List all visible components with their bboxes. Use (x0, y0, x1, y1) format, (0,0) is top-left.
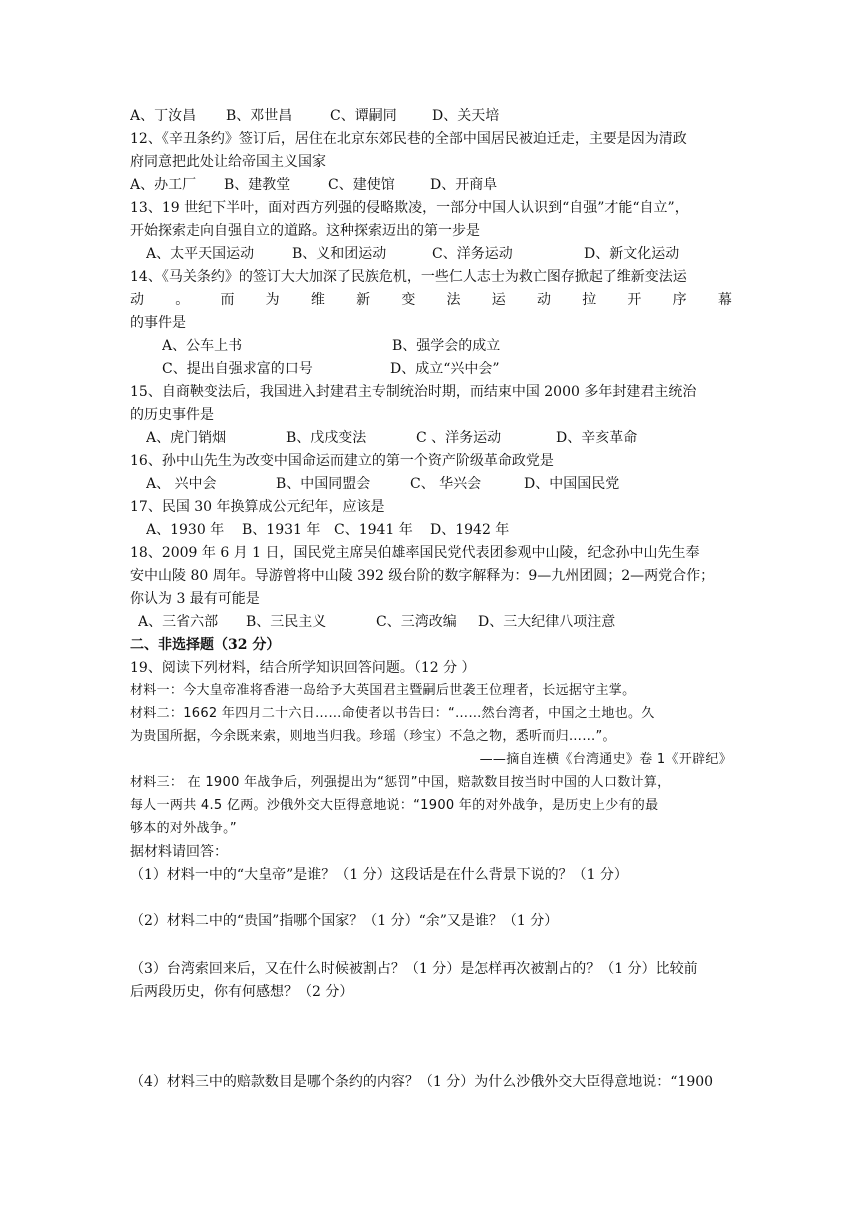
q12-stem-line2: 府同意把此处让给帝国主义国家 (130, 154, 326, 170)
q17-option-c: C、1941 年 (334, 522, 413, 538)
q13-stem-line2: 开始探索走向自强自立的道路。这种探索迈出的第一步是 (130, 223, 480, 239)
q14-option-d: D、成立“兴中会” (390, 361, 500, 377)
q14-char: 。 (175, 292, 190, 308)
q16-option-b: B、中国同盟会 (276, 476, 371, 492)
q13-option-c: C、洋务运动 (432, 246, 513, 262)
q19-stem: 19、阅读下列材料，结合所学知识回答问题。（12 分 ） (130, 660, 476, 676)
q15-stem-line1: 15、自商鞅变法后，我国进入封建君主专制统治时期，而结束中国 2000 多年封建君主统治 (130, 384, 697, 400)
q11-option-a: A、丁汝昌 (130, 108, 197, 124)
q17-stem: 17、民国 30 年换算成公元纪年，应该是 (130, 499, 385, 515)
q16-stem: 16、孙中山先生为改变中国命运而建立的第一个资产阶级革命政党是 (130, 453, 554, 469)
q12-options (130, 174, 732, 196)
q14-char: 运 (491, 292, 506, 308)
q15-stem-line2: 的历史事件是 (130, 407, 214, 423)
q15-option-c: C 、洋务运动 (416, 430, 502, 446)
q19-prompt: 据材料请回答： (130, 844, 228, 860)
q17-option-a: A、1930 年 (146, 522, 225, 538)
q14-char: 维 (310, 292, 325, 308)
q13-option-d: D、新文化运动 (584, 246, 680, 262)
q14-char: 为 (265, 292, 280, 308)
q14-char: 变 (401, 292, 416, 308)
q18-option-a: A、三省六部 (138, 614, 219, 630)
q14-option-b: B、强学会的成立 (392, 338, 501, 354)
q19-sub3-line1: （3）台湾索回来后，又在什么时候被割占？（1 分）是怎样再次被割占的？（1 分）比较前 (130, 961, 698, 977)
q18-option-d: D、三大纪律八项注意 (478, 614, 616, 630)
q11-option-d: D、关天培 (432, 108, 500, 124)
q11-option-c: C、谭嗣同 (330, 108, 397, 124)
section-title: 二、非选择题（32 分） (130, 637, 281, 653)
q15-option-a: A、虎门销烟 (146, 430, 227, 446)
q12-option-d: D、开商阜 (430, 177, 498, 193)
material-2-source: ——摘自连横《台湾通史》卷 1《开辟纪》 (479, 752, 732, 767)
q18-stem-line1: 18、2009 年 6 月 1 日，国民党主席吴伯雄率国民党代表团参观中山陵，纪念孙中山先生奉 (130, 545, 700, 561)
q18-option-b: B、三民主义 (246, 614, 327, 630)
q19-sub2: （2）材料二中的“贵国”指哪个国家？（1 分）“余”又是谁？（1 分） (130, 913, 559, 929)
q19-sub4-line1: （4）材料三中的赔款数目是哪个条约的内容？（1 分）为什么沙俄外交大臣得意地说：“1900 (130, 1074, 714, 1090)
q11-option-b: B、邓世昌 (226, 108, 293, 124)
material-2-line2: 为贵国所据，今余既来索，则地当归我。珍瑶（珍宝）不急之物，悉听而归……”。 (130, 729, 616, 744)
q15-option-b: B、戊戌变法 (286, 430, 367, 446)
q18-stem-line2: 安中山陵 80 周年。导游曾将中山陵 392 级台阶的数字解释为：9—九州团圆；2—两党合作； (130, 568, 715, 584)
q16-options (146, 473, 748, 495)
q17-options (146, 519, 748, 541)
q14-stem-line3: 的事件是 (130, 315, 186, 331)
q19-sub3-line2: 后两段历史，你有何感想？（2 分） (130, 984, 354, 1000)
q14-stem-line1: 14、《马关条约》的签订大大加深了民族危机，一些仁人志士为救亡图存掀起了维新变法运 (130, 269, 687, 285)
q13-options (146, 243, 748, 265)
q14-char: 开 (627, 292, 642, 308)
q14-option-c: C、提出自强求富的口号 (162, 361, 313, 377)
q14-options-row1 (162, 335, 764, 357)
q16-option-d: D、中国国民党 (524, 476, 620, 492)
q14-char: 新 (356, 292, 371, 308)
q18-stem-line3: 你认为 3 最有可能是 (130, 591, 260, 607)
material-3-line2: 每人一两共 4.5 亿两。沙俄外交大臣得意地说：“1900 年的对外战争，是历史上少有的最 (130, 798, 659, 813)
q13-stem-line1: 13、19 世纪下半叶，面对西方列强的侵略欺凌，一部分中国人认识到“自强”才能“自立”， (130, 200, 689, 216)
q15-options (146, 427, 748, 449)
material-3-line3: 够本的对外战争。” (130, 821, 237, 836)
q17-option-b: B、1931 年 (242, 522, 321, 538)
material-2-line1: 材料二：1662 年四月二十六日……命使者以书告曰：“……然台湾者，中国之土地也。久 (130, 706, 655, 721)
q17-option-d: D、1942 年 (430, 522, 510, 538)
q15-option-d: D、辛亥革命 (556, 430, 638, 446)
material-3-line1: 材料三： 在 1900 年战争后，列强提出为“惩罚”中国，赔款数目按当时中国的人口数计算， (130, 775, 671, 790)
q14-char: 动 (130, 292, 144, 308)
q14-char: 幕 (717, 292, 732, 308)
q19-sub1: （1）材料一中的“大皇帝”是谁？（1 分）这段话是在什么背景下说的？（1 分） (130, 867, 628, 883)
material-1: 材料一：今大皇帝准将香港一岛给予大英国君主暨嗣后世袭王位理者，长远据守主掌。 (130, 683, 636, 698)
q14-char: 法 (446, 292, 461, 308)
q12-option-a: A、办工厂 (130, 177, 197, 193)
q14-char: 序 (672, 292, 687, 308)
q13-option-a: A、太平天国运动 (146, 246, 255, 262)
q14-char: 拉 (582, 292, 597, 308)
q14-char: 动 (536, 292, 551, 308)
q14-option-a: A、公车上书 (162, 338, 243, 354)
q12-option-c: C、建使馆 (328, 177, 395, 193)
q14-char: 而 (220, 292, 235, 308)
q14-stem-line2 (130, 289, 732, 311)
q16-option-a: A、 兴中会 (146, 476, 217, 492)
q16-option-c: C、 华兴会 (410, 476, 482, 492)
q14-options-row2 (162, 358, 764, 380)
q18-options (138, 611, 740, 633)
q12-option-b: B、建教堂 (224, 177, 291, 193)
q12-stem-line1: 12、《辛丑条约》签订后，居住在北京东郊民巷的全部中国居民被迫迁走，主要是因为清政 (130, 131, 687, 147)
q13-option-b: B、义和团运动 (292, 246, 387, 262)
q18-option-c: C、三湾改编 (376, 614, 457, 630)
q11-options (130, 105, 732, 127)
